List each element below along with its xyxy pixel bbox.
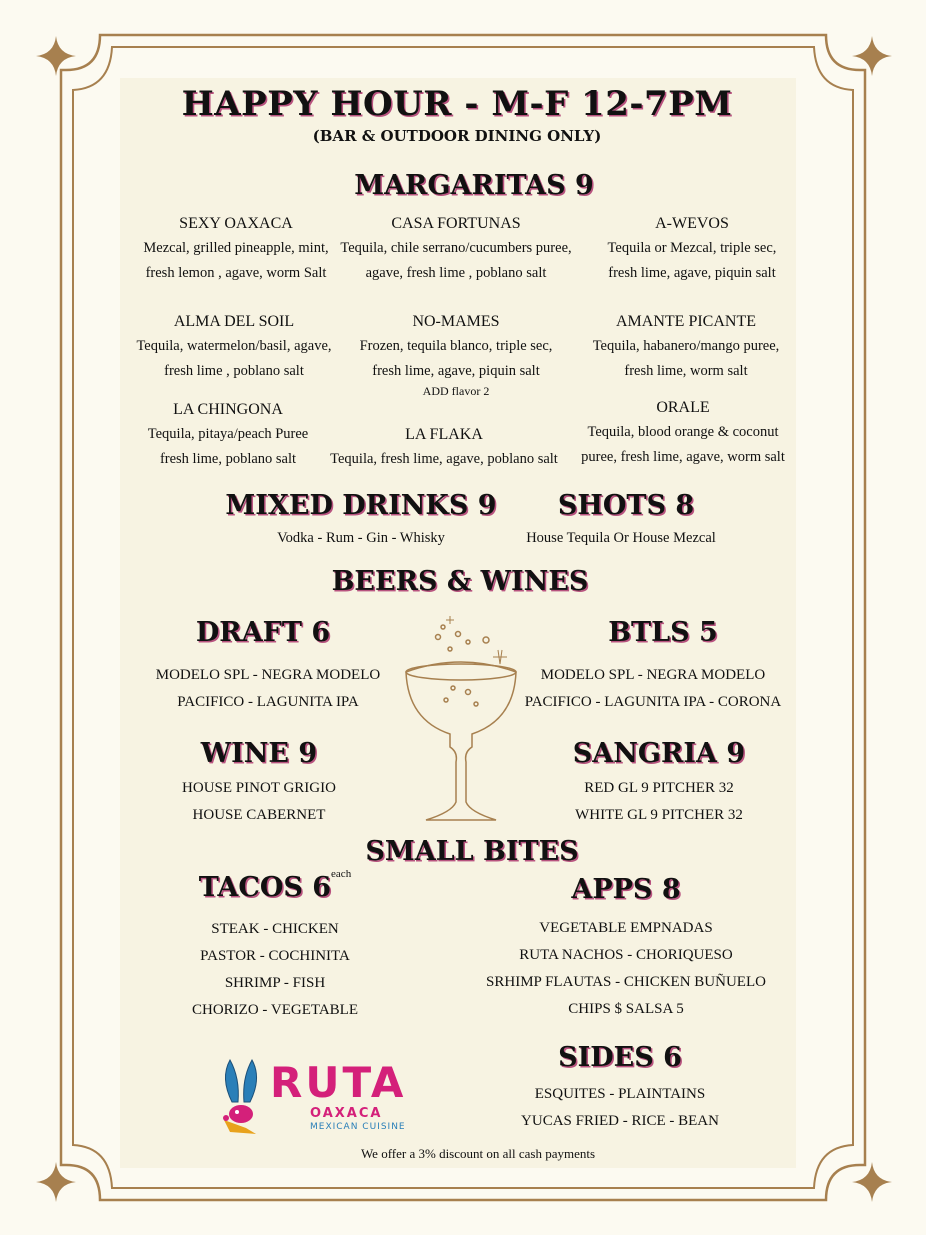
list-item: CHIPS $ SALSA 5: [568, 1001, 684, 1017]
menu-item: ORALE Tequila, blood orange & coconut puree, fresh lime, agave, worm salt: [581, 399, 785, 465]
tacos-heading-text: TACOS 6: [198, 872, 332, 903]
shots-list: House Tequila Or House Mezcal: [526, 530, 716, 546]
list-item: RUTA NACHOS - CHORIQUESO: [519, 947, 733, 963]
logo-name: RUTA: [270, 1058, 407, 1107]
list-item: STEAK - CHICKEN: [211, 921, 339, 937]
menu-item: AMANTE PICANTE Tequila, habanero/mango puree, fresh lime, worm salt: [592, 313, 780, 379]
cash-discount-note: We offer a 3% discount on all cash payments: [360, 1146, 596, 1161]
list-item: SRHIMP FLAUTAS - CHICKEN BUÑUELO: [486, 974, 766, 990]
star-icon: [36, 36, 76, 76]
menu-item: NO-MAMES Frozen, tequila blanco, triple sec, fresh lime, agave, piquin salt ADD flavor 2: [359, 313, 553, 398]
page-subtitle: (BAR & OUTDOOR DINING ONLY): [312, 127, 602, 145]
list-item: PACIFICO - LAGUNITA IPA - CORONA: [524, 694, 782, 710]
menu-item: LA FLAKA Tequila, fresh lime, agave, poblano salt: [330, 426, 558, 467]
margaritas-heading: MARGARITAS 9: [354, 170, 594, 201]
list-item: HOUSE PINOT GRIGIO: [182, 780, 336, 796]
tacos-list: [160, 916, 390, 1024]
btls-list: [520, 662, 786, 716]
beers-wines-heading: BEERS & WINES: [331, 566, 589, 597]
list-item: YUCAS FRIED - RICE - BEAN: [521, 1113, 719, 1129]
sangria-heading: SANGRIA 9: [572, 738, 746, 769]
star-icon: [852, 1162, 892, 1202]
list-item: RED GL 9 PITCHER 32: [584, 780, 734, 796]
list-item: HOUSE CABERNET: [192, 807, 326, 823]
btls-heading: BTLS 5: [608, 617, 718, 648]
menu-item: CASA FORTUNAS Tequila, chile serrano/cucumbers puree, agave, fresh lime , poblano salt: [340, 215, 572, 281]
alebrije-icon: [216, 1058, 272, 1136]
draft-heading: DRAFT 6: [195, 617, 331, 648]
menu-item: SEXY OAXACA Mezcal, grilled pineapple, mint, fresh lemon , agave, worm Salt: [143, 215, 329, 281]
sides-list: [480, 1081, 760, 1135]
mixed-drinks-list: Vodka - Rum - Gin - Whisky: [277, 530, 445, 546]
restaurant-logo: [216, 1058, 456, 1138]
list-item: VEGETABLE EMPNADAS: [539, 920, 713, 936]
apps-heading: APPS 8: [571, 874, 681, 905]
tacos-each-label: each: [331, 868, 352, 880]
page-title: HAPPY HOUR - M-F 12-7PM: [181, 84, 733, 124]
list-item: CHORIZO - VEGETABLE: [191, 1002, 358, 1018]
list-item: MODELO SPL - NEGRA MODELO: [155, 667, 381, 683]
menu-item: ALMA DEL SOIL Tequila, watermelon/basil, agave, fresh lime , poblano salt: [136, 313, 332, 379]
draft-list: [140, 662, 396, 716]
logo-city: OAXACA: [310, 1106, 383, 1121]
sangria-list: [546, 775, 772, 829]
star-icon: [36, 1162, 76, 1202]
apps-list: [480, 915, 772, 1023]
list-item: ESQUITES - PLAINTAINS: [534, 1086, 706, 1102]
sides-heading: SIDES 6: [558, 1042, 682, 1073]
list-item: WHITE GL 9 PITCHER 32: [575, 807, 743, 823]
list-item: PACIFICO - LAGUNITA IPA: [177, 694, 359, 710]
menu-item: LA CHINGONA Tequila, pitaya/peach Puree fresh lime, poblano salt: [147, 401, 309, 467]
small-bites-heading: SMALL BITES: [365, 836, 579, 867]
logo-tagline: MEXICAN CUISINE: [310, 1122, 406, 1132]
wine-heading: WINE 9: [200, 738, 318, 769]
list-item: SHRIMP - FISH: [224, 975, 326, 991]
list-item: PASTOR - COCHINITA: [200, 948, 350, 964]
star-icon: [852, 36, 892, 76]
list-item: MODELO SPL - NEGRA MODELO: [540, 667, 766, 683]
tacos-heading: [160, 868, 390, 903]
shots-heading: SHOTS 8: [557, 490, 695, 521]
wine-list: [146, 775, 372, 829]
menu-item: A-WEVOS Tequila or Mezcal, triple sec, fresh lime, agave, piquin salt: [607, 215, 777, 281]
mixed-drinks-heading: MIXED DRINKS 9: [225, 490, 497, 521]
cocktail-glass-icon: [398, 612, 524, 832]
